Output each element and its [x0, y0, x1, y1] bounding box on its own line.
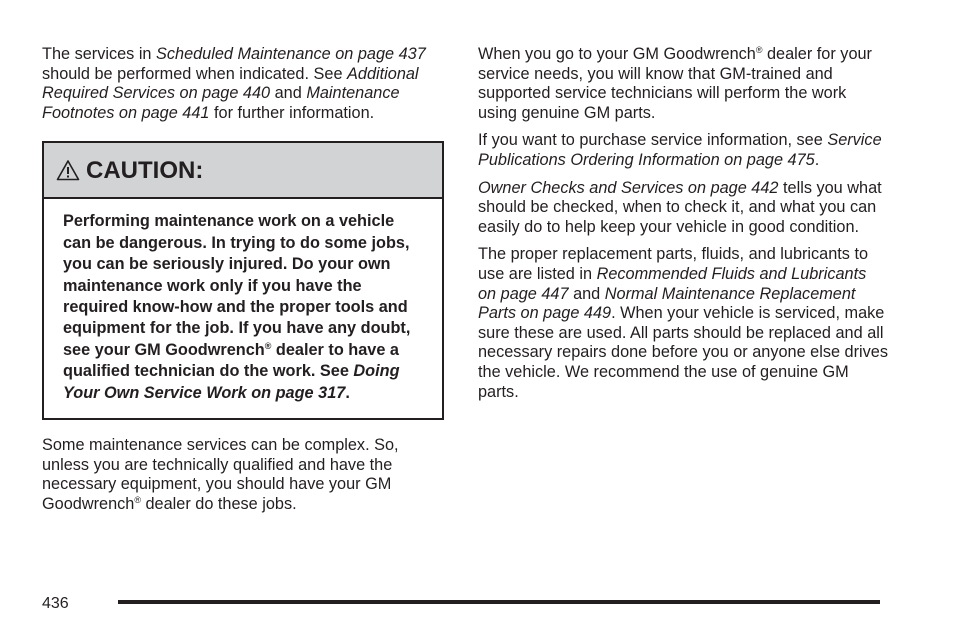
- intro-paragraph: [42, 45, 446, 123]
- caution-box: [42, 141, 444, 420]
- replacement-parts-paragraph: [478, 245, 888, 402]
- link-recommended-fluids[interactable]: Recommended Fluids and Lubricants on page 447: [478, 264, 867, 303]
- page-number: 436: [42, 595, 69, 612]
- text: and: [568, 284, 605, 303]
- text: tells you what should be checked, when to check it, and what you can easily do to help keep your vehicle in good condition.: [478, 178, 882, 236]
- text: .: [345, 383, 350, 402]
- link-maintenance-footnotes[interactable]: Maintenance Footnotes on page 441: [42, 84, 400, 122]
- registered-mark: ®: [264, 340, 272, 351]
- footer-rule: [118, 600, 880, 604]
- dealer-paragraph: [478, 45, 888, 123]
- link-doing-your-own-service-work[interactable]: Doing Your Own Service Work on page 317: [63, 362, 400, 402]
- link-scheduled-maintenance[interactable]: Scheduled Maintenance on page 437: [156, 45, 426, 63]
- caution-title: CAUTION:: [86, 156, 204, 184]
- owner-checks-paragraph: [478, 179, 888, 238]
- text: The proper replacement parts, fluids, and lubricants to use are listed in: [478, 245, 869, 283]
- link-normal-maintenance-parts[interactable]: Normal Maintenance Replacement Parts on page 449: [478, 284, 856, 323]
- left-column: [42, 45, 446, 514]
- text: for further information.: [209, 103, 375, 122]
- link-owner-checks[interactable]: Owner Checks and Services on page 442: [478, 178, 779, 197]
- text: dealer do these jobs.: [140, 494, 297, 513]
- registered-mark: ®: [134, 494, 141, 505]
- text: and: [270, 84, 307, 103]
- text: . When your vehicle is serviced, make sure these are used. All parts should be replaced and all necessary repairs done before you or anyone else drives the vehicle. We recommend the use of genuine GM parts.: [478, 304, 888, 401]
- warning-triangle-icon: [56, 159, 80, 181]
- text: dealer for your service needs, you will know that GM-trained and supported service technicians will perform the work using genuine GM parts.: [478, 45, 872, 122]
- text: should be performed when indicated. See: [42, 64, 348, 83]
- text: Performing maintenance work on a vehicle can be dangerous. In trying to do some jobs, you can be seriously injured. Do your own maintenance work only if you have the required know-how and the proper tools and equipment for the job. If you have any doubt, see your GM Goodwrench: [63, 212, 411, 359]
- complexity-paragraph: [42, 436, 446, 514]
- link-service-publications[interactable]: Service Publications Ordering Information on page 475: [478, 131, 882, 169]
- text: When you go to your GM Goodwrench: [478, 45, 756, 63]
- caution-body: [44, 199, 442, 418]
- service-info-paragraph: [478, 131, 888, 170]
- link-additional-required-services[interactable]: Additional Required Services on page 440: [42, 64, 419, 103]
- text: .: [814, 150, 820, 169]
- text: The services in: [42, 45, 157, 63]
- registered-mark: ®: [755, 45, 763, 55]
- right-column: [478, 45, 888, 410]
- text: Some maintenance services can be complex. So, unless you are technically qualified and have the necessary equipment, you should have your GM Goodwrench: [42, 436, 399, 513]
- caution-header: [44, 143, 442, 199]
- text: If you want to purchase service information, see: [478, 131, 828, 150]
- text: dealer to have a qualified technician do the work. See: [63, 340, 399, 381]
